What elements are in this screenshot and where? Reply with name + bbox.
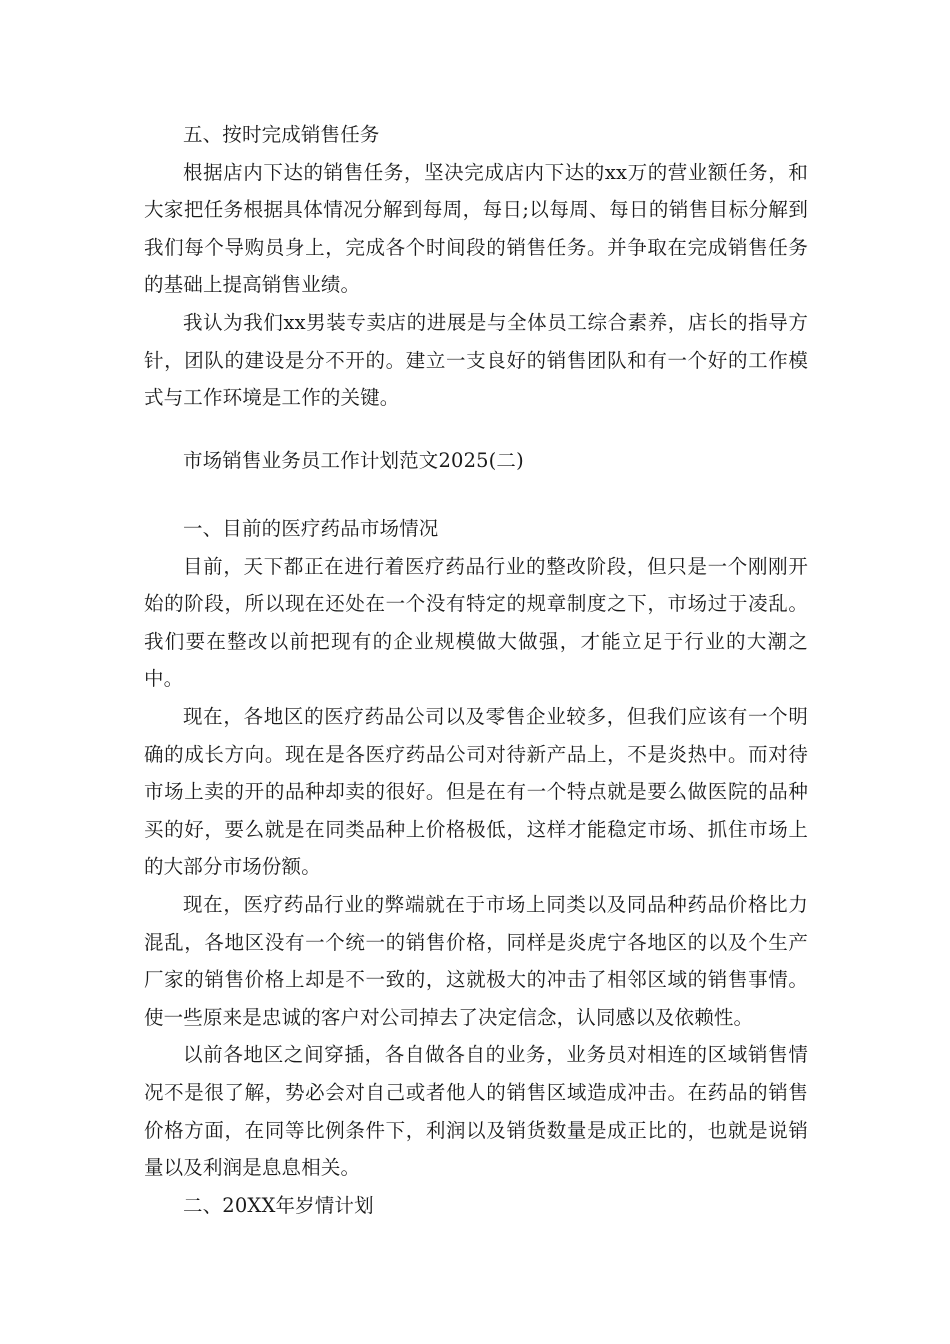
document-title-block: [144, 442, 808, 480]
paragraph: 目前，天下都正在进行着医疗药品行业的整改阶段，但只是一个刚刚开始的阶段，所以现在还处在一个没有特定的规章制度之下，市场过于凌乱。我们要在整改以前把现有的企业规模做大做强，才能立足于行业的大潮之中。: [144, 554, 808, 691]
paragraph: 根据店内下达的销售任务，坚决完成店内下达的xx万的营业额任务，和大家把任务根据具体情况分解到每周，每日;以每周、每日的销售目标分解到我们每个导购员身上，完成各个时间段的销售任务。并争取在完成销售任务的基础上提高销售业绩。: [144, 160, 808, 297]
section-market-situation: [144, 510, 808, 1224]
document-title: 市场销售业务员工作计划范文2025(二): [183, 449, 524, 472]
section-sales-task: [144, 116, 808, 417]
paragraph: 现在，医疗药品行业的弊端就在于市场上同类以及同品种药品价格比力混乱，各地区没有一个统一的销售价格，同样是炎虎宁各地区的以及个生产厂家的销售价格上却是不一致的，这就极大的冲击了相邻区域的销售事情。使一些原来是忠诚的客户对公司掉去了决定信念，认同感以及依赖性。: [144, 892, 808, 1029]
paragraph: 我认为我们xx男装专卖店的进展是与全体员工综合素养，店长的指导方针，团队的建设是分不开的。建立一支良好的销售团队和有一个好的工作模式与工作环境是工作的关键。: [144, 310, 808, 410]
paragraph: 现在，各地区的医疗药品公司以及零售企业较多，但我们应该有一个明确的成长方向。现在是各医疗药品公司对待新产品上，不是炎热中。而对待市场上卖的开的品种却卖的很好。但是在有一个特点就是要么做医院的品种买的好，要么就是在同类品种上价格极低，这样才能稳定市场、抓住市场上的大部分市场份额。: [144, 704, 808, 879]
section-heading: 二、20XX年岁情计划: [183, 1193, 374, 1217]
section-heading: 一、目前的医疗药品市场情况: [183, 517, 439, 540]
section-heading: 五、按时完成销售任务: [183, 123, 380, 146]
paragraph: 以前各地区之间穿插，各自做各自的业务，业务员对相连的区域销售情况不是很了解，势必会对自己或者他人的销售区域造成冲击。在药品的销售价格方面，在同等比例条件下，利润以及销货数量是成正比的，也就是说销量以及利润是息息相关。: [144, 1043, 808, 1180]
